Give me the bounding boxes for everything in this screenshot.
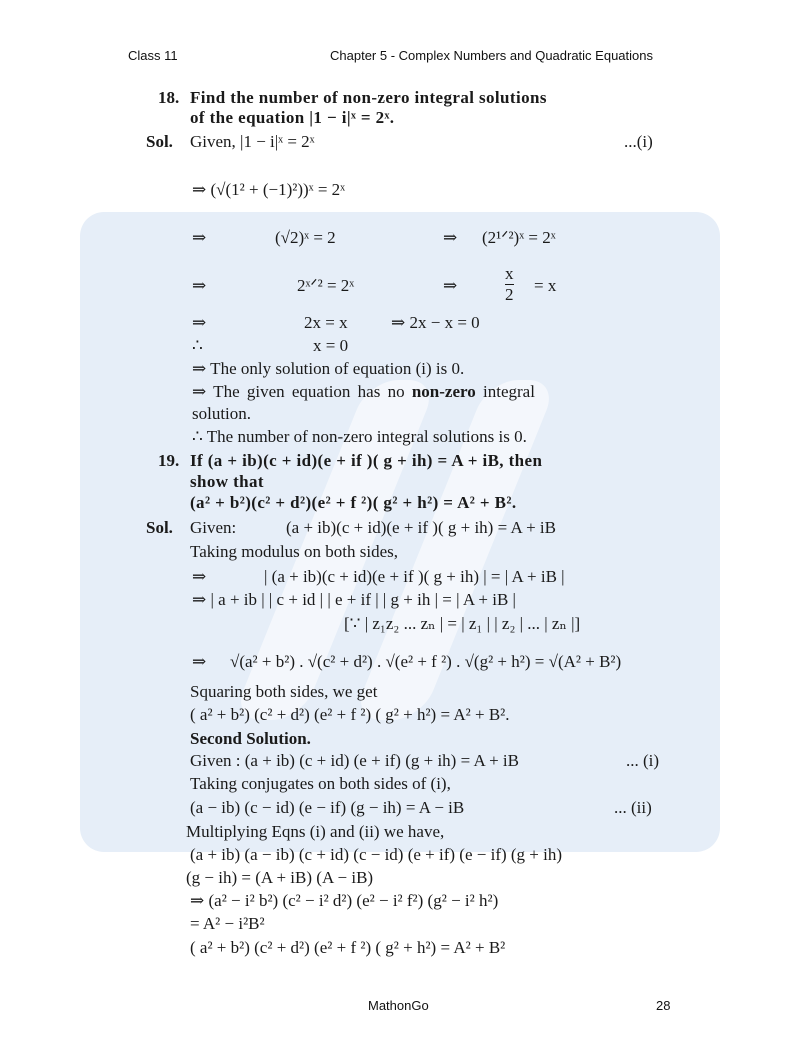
q18-step3-right: = x: [534, 276, 557, 295]
q18-step3-fraction: [505, 264, 514, 305]
q19-given-label: Given:: [190, 518, 237, 537]
q18-step3-arrow2: ⇒: [443, 276, 458, 295]
q19-line3: (a² + b²)(c² + d²)(e² + f ²)( g² + h²) = A² + B².: [190, 493, 517, 512]
q18-step3-left: 2ˣᐟ² = 2ˣ: [297, 276, 355, 295]
q19-s1-ref: ... (i): [626, 751, 660, 770]
q19-s5: (a + ib) (a − ib) (c + id) (c − id) (e + if) (e − if) (g + ih): [190, 845, 563, 864]
q18-sol-label: Sol.: [146, 132, 173, 151]
q19-s6: (g − ih) = (A + iB) (A − iB): [186, 868, 374, 887]
q18-given-ref: ...(i): [624, 132, 653, 151]
q18-step4-right: ⇒ 2x − x = 0: [391, 313, 480, 332]
q18-frac-den: 2: [505, 285, 514, 304]
q18-step5-result: x = 0: [313, 336, 349, 355]
q19-squared-result: ( a² + b²) (c² + d²) (e² + f ²) ( g² + h²) = A² + B².: [190, 705, 510, 724]
q19-squaring: Squaring both sides, we get: [190, 682, 378, 701]
q18-conclusion2: [192, 382, 535, 402]
q18-step2-arrow: ⇒: [192, 228, 207, 247]
q19-taking-modulus: Taking modulus on both sides,: [190, 542, 399, 561]
q19-line1: If (a + ib)(c + id)(e + if )( g + ih) = A + iB, then: [190, 451, 543, 470]
q18-step4-left: 2x = x: [304, 313, 348, 332]
q18-step1: ⇒ (√(1² + (−1)²))ˣ = 2ˣ: [192, 180, 346, 199]
q18-line1: Find the number of non-zero integral solutions: [190, 88, 547, 107]
q18-frac-num: x: [505, 264, 514, 283]
q19-mod4: √(a² + b²) . √(c² + d²) . √(e² + f ²) . √(g² + h²) = √(A² + B²): [230, 652, 622, 671]
footer-brand: MathonGo: [368, 998, 429, 1013]
q19-mod3-reason: [∵ | z₁z₂ ... zₙ | = | z₁ | | z₂ | ... | zₙ |]: [344, 614, 581, 633]
q19-mod2: ⇒ | a + ib | | c + id | | e + if | | g + ih | = | A + iB |: [192, 590, 516, 609]
q18-conclusion1: ⇒ The only solution of equation (i) is 0.: [192, 359, 465, 378]
q19-mod4-arrow: ⇒: [192, 652, 207, 671]
q18-step2-left: (√2)ˣ = 2: [275, 228, 336, 247]
q19-s7: ⇒ (a² − i² b²) (c² − i² d²) (e² − i² f²) (g² − i² h²): [190, 891, 499, 910]
header-chapter: Chapter 5 - Complex Numbers and Quadratic Equations: [330, 48, 653, 63]
q18-step5-therefore: ∴: [192, 336, 203, 355]
q19-s3: (a − ib) (c − id) (e − if) (g − ih) = A − iB: [190, 798, 465, 817]
q19-sol-label: Sol.: [146, 518, 173, 537]
q18-conclusion2-cont: solution.: [192, 404, 252, 423]
q18-step2-arrow2: ⇒: [443, 228, 458, 247]
q18-given: Given, |1 − i|ˣ = 2ˣ: [190, 132, 315, 151]
header-class: Class 11: [128, 48, 178, 63]
q18-step2-right: (2¹ᐟ²)ˣ = 2ˣ: [482, 228, 556, 247]
q18-concl2-tail: integral: [475, 382, 535, 401]
q19-line2: show that: [190, 472, 264, 491]
q19-s4: Multiplying Eqns (i) and (ii) we have,: [186, 822, 445, 841]
q18-conclusion3: ∴ The number of non-zero integral solutions is 0.: [192, 427, 527, 446]
q19-second-solution: Second Solution.: [190, 729, 311, 748]
q19-s2: Taking conjugates on both sides of (i),: [190, 774, 451, 793]
q19-mod1: | (a + ib)(c + id)(e + if )( g + ih) | = | A + iB |: [264, 567, 565, 586]
q19-mod1-arrow: ⇒: [192, 567, 207, 586]
q19-number: 19.: [158, 451, 180, 470]
q18-number: 18.: [158, 88, 180, 107]
footer-page-number: 28: [656, 998, 671, 1013]
q18-step3-arrow: ⇒: [192, 276, 207, 295]
q18-step4-arrow: ⇒: [192, 313, 207, 332]
q19-s3-ref: ... (ii): [614, 798, 652, 817]
q18-concl2-bold: non-zero: [411, 382, 476, 401]
q19-s1: Given : (a + ib) (c + id) (e + if) (g + ih) = A + iB: [190, 751, 519, 770]
q19-s8: = A² − i²B²: [190, 914, 265, 933]
q18-concl2-text: ⇒ The given equation has no: [192, 382, 412, 401]
q18-line2: of the equation |1 − i|ˣ = 2ˣ.: [190, 108, 395, 127]
q19-given: (a + ib)(c + id)(e + if )( g + ih) = A + iB: [286, 518, 556, 537]
q19-s9: ( a² + b²) (c² + d²) (e² + f ²) ( g² + h²) = A² + B²: [190, 938, 506, 957]
